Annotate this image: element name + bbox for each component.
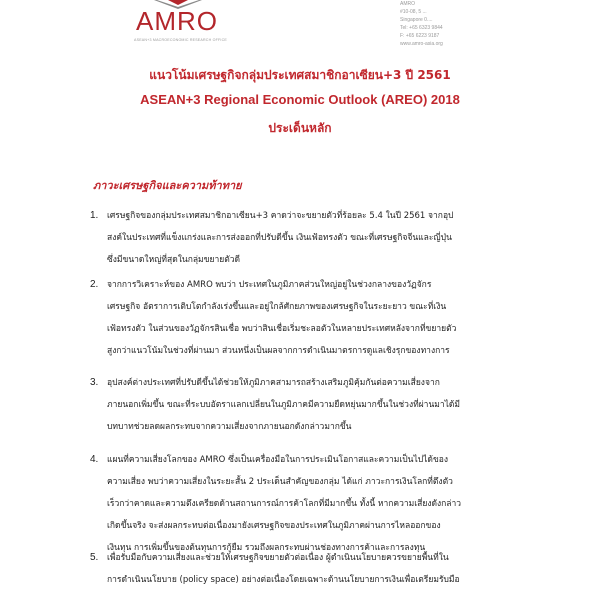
item-line: เพื่อรับมือกับความเสี่ยงและช่วยให้เศรษฐกิจขยายตัวต่อเนื่อง ผู้ดำเนินนโยบายควรขยายพื้นที่ใน	[107, 553, 449, 563]
item-text	[107, 372, 519, 438]
item-line: แผนที่ความเสี่ยงโลกของ AMRO ซึ่งเป็นเครื่องมือในการประเมินโอกาสและความเป็นไปได้ของ	[107, 455, 449, 465]
item-line: สงค์ในประเทศที่แข็งแกร่งและการส่งออกที่ปรับดีขึ้น เงินเฟ้อทรงตัว ขณะที่เศรษฐกิจจีนและญี่ปุ่น	[107, 233, 452, 243]
item-number: 4.	[90, 454, 99, 465]
logo-wordmark: AMRO	[136, 6, 218, 36]
title-thai: แนวโน้มเศรษฐกิจกลุ่มประเทศสมาชิกอาเซียน+3 ปี 2561	[149, 68, 451, 82]
item-line: เศรษฐกิจ อัตราการเติบโตกำลังเร่งขึ้นและอยู่ใกล้ศักยภาพของเศรษฐกิจในระยะยาว ขณะที่เงิน	[107, 302, 447, 312]
item-text	[107, 547, 519, 591]
item-text	[107, 274, 519, 362]
item-line: ภายนอกเพิ่มขึ้น ขณะที่ระบบอัตราแลกเปลี่ยนในภูมิภาคมีความยืดหยุ่นมากขึ้นในช่วงที่ผ่านมาได้มี	[107, 400, 461, 410]
item-line: การดำเนินนโยบาย (policy space) อย่างต่อเนื่องโดยเฉพาะด้านนโยบายการเงินเพื่อเตรียมรับมือ	[107, 575, 460, 585]
item-number: 5.	[90, 552, 99, 563]
address-line: Singapore 0....	[400, 17, 433, 23]
item-line: ซึ่งมีขนาดใหญ่ที่สุดในกลุ่มขยายตัวดี	[107, 255, 241, 265]
item-line: สูงกว่าแนวโน้มในช่วงที่ผ่านมา ส่วนหนึ่งเป็นผลจากการดำเนินมาตรการดูแลเชิงรุกของทางการ	[107, 346, 450, 356]
address-line: F: +65 6223 9187	[400, 33, 440, 39]
item-line: จากการวิเคราะห์ของ AMRO พบว่า ประเทศในภูมิภาคส่วนใหญ่อยู่ในช่วงกลางของวัฏจักร	[107, 280, 432, 290]
item-number: 3.	[90, 377, 99, 388]
item-number: 1.	[90, 210, 99, 221]
title-english: ASEAN+3 Regional Economic Outlook (AREO) 2018	[140, 92, 460, 107]
item-line: เกิดขึ้นจริง จะส่งผลกระทบต่อเนื่องมายังเศรษฐกิจของประเทศในภูมิภาคผ่านการไหลออกของ	[107, 521, 441, 531]
item-line: เศรษฐกิจของกลุ่มประเทศสมาชิกอาเซียน+3 คาดว่าจะขยายตัวที่ร้อยละ 5.4 ในปี 2561 จากอุป	[107, 211, 454, 221]
address-line: Tel: +65 6323 9844	[400, 25, 443, 31]
item-line: ความเสี่ยง พบว่าความเสี่ยงในระยะสั้น 2 ประเด็นสำคัญของกลุ่ม ได้แก่ ภาวะการเงินโลกที่ตึงตัว	[107, 477, 453, 487]
title-subtitle: ประเด็นหลัก	[268, 121, 332, 135]
item-line: อุปสงค์ต่างประเทศที่ปรับดีขึ้นได้ช่วยให้ภูมิภาคสามารถสร้างเสริมภูมิคุ้มกันต่อความเสี่ยงจาก	[107, 378, 440, 388]
item-line: เร็วกว่าคาดและความตึงเครียดด้านสถานการณ์การค้าโลกที่มีมากขึ้น ทั้งนี้ หากความเสี่ยงดังกล่าว	[107, 499, 462, 509]
item-line: เงินทุน การเพิ่มขึ้นของต้นทุนการกู้ยืม รวมถึงผลกระทบผ่านช่องทางการค้าและการลงทุน	[107, 543, 426, 553]
amro-logo	[134, 0, 226, 52]
logo-tagline: ASEAN+3 MACROECONOMIC RESEARCH OFFICE	[134, 38, 227, 42]
address-line: #10-08, 5 ...	[400, 9, 427, 15]
address-line: AMRO	[400, 1, 415, 7]
item-number: 2.	[90, 279, 99, 290]
item-line: บทบาทช่วยลดผลกระทบจากความเสี่ยงจากภายนอกดังกล่าวมากขึ้น	[107, 422, 352, 432]
address-block	[400, 0, 510, 48]
item-line: เฟ้อทรงตัว ในส่วนของวัฏจักรสินเชื่อ พบว่าสินเชื่อเริ่มชะลอตัวในหลายประเทศหลังจากที่ขยายตัว	[107, 324, 457, 334]
item-text	[107, 449, 519, 559]
section-heading: ภาวะเศรษฐกิจและความท้าทาย	[93, 179, 242, 192]
address-line: www.amro-asia.org	[400, 41, 443, 47]
item-text	[107, 205, 519, 271]
